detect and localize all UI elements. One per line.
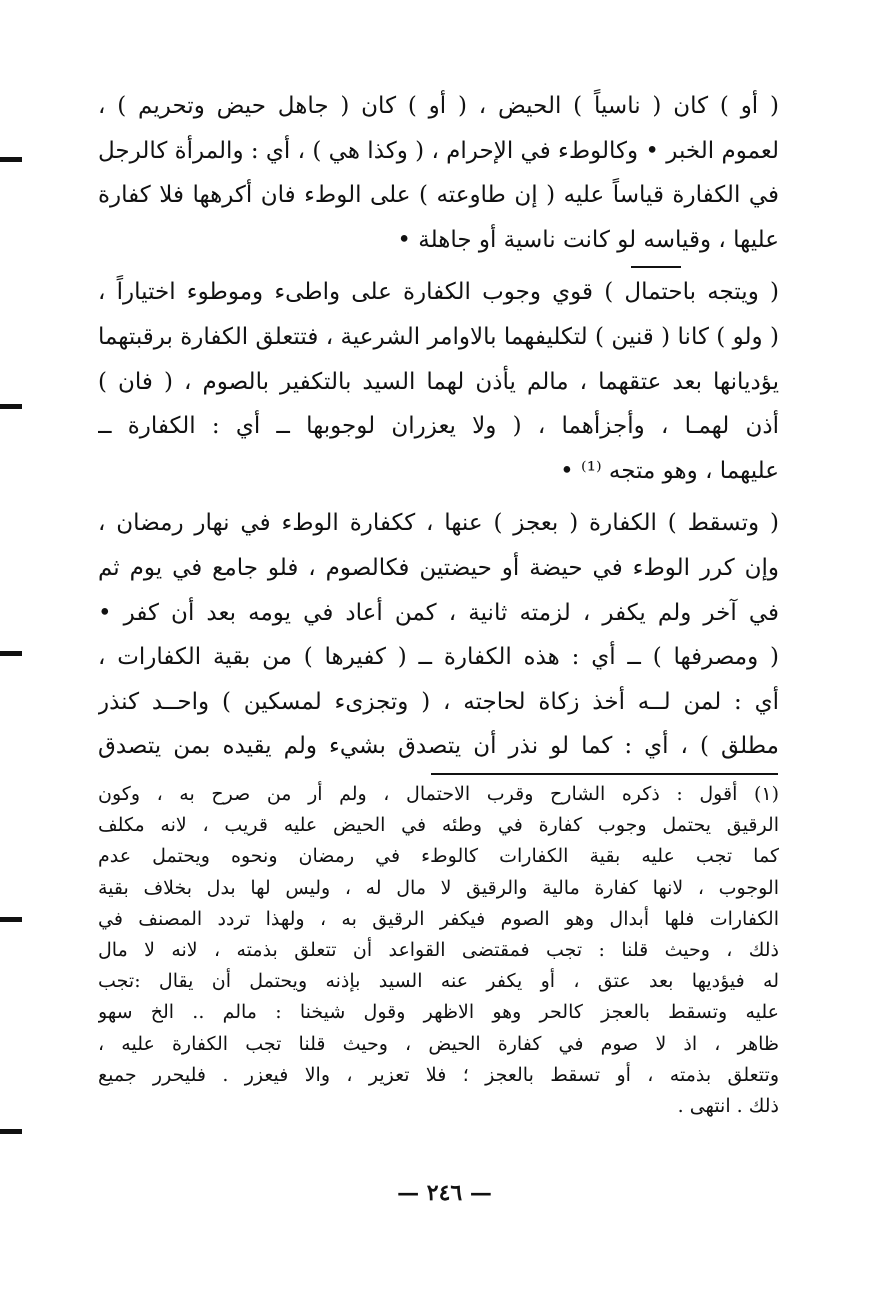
text-line: أي : لمن لــه أخذ زكاة لحاجته ، ( وتجزىء لمسكين ) واحــد كنذر	[98, 688, 779, 715]
margin-mark	[0, 404, 22, 409]
margin-mark	[0, 157, 22, 162]
footnote-line: الرقيق يحتمل وجوب كفارة في وطئه في الحيض عليه قريب ، لانه مكلف	[98, 814, 779, 837]
footnote-separator	[431, 773, 778, 775]
main-text	[98, 84, 779, 777]
text-line: يؤديانها بعد عتقهما ، مالم يأذن لهما السيد بالتكفير بالصوم ، ( فان )	[98, 368, 779, 395]
footnote-line: ذلك ، وحيث قلنا : تجب فمقتضى القواعد أن تتعلق بذمته ، لانه لا مال	[98, 938, 779, 961]
text-line: عليهما ، وهو متجه ⁽¹⁾ •	[560, 457, 779, 484]
text-line: ( وتسقط ) الكفارة ( بعجز ) عنها ، ككفارة الوطء في نهار رمضان ،	[98, 510, 779, 537]
footnote-line: له فيؤديها بعد عتق ، أو يكفر عنه السيد بإذنه ويحتمل أن يقال :تجب	[98, 970, 779, 993]
text-line: ( ومصرفها ) ــ أي : هذه الكفارة ــ ( كفيرها ) من بقية الكفارات ،	[98, 644, 779, 671]
footnote-line: ذلك . انتهى .	[677, 1094, 779, 1117]
text-line: ( ويتجه باحتمال ) قوي وجوب الكفارة على واطىء وموطوء اختياراً ،	[98, 279, 779, 306]
footnote-line: كما تجب عليه بقية الكفارات كالوطء في رمضان ونحوه ويحتمل عدم	[98, 845, 779, 868]
footnote-line: الكفارات فلها أبدال وهو الصوم فيكفر الرقيق به ، ولهذا تردد المصنف في	[98, 907, 779, 930]
text-line: مطلق ) ، أي : كما لو نذر أن يتصدق بشيء ولم يقيده بمن يتصدق	[98, 733, 779, 760]
footnote-line: وتتعلق بذمته ، أو تسقط بالعجز ؛ فلا تعزير ، والا فيعزر . فليحرر جميع	[98, 1063, 779, 1086]
text-line: لعموم الخبر • وكالوطء في الإحرام ، ( وكذا هي ) ، أي : والمرأة كالرجل	[98, 137, 779, 164]
footnote	[98, 779, 779, 1122]
footnote-line: عليه وتسقط بالعجز كالحر وهو الاظهر وقول شيخنا : مالم .. الخ سهو	[98, 1001, 779, 1024]
footnote-line: ظاهر ، اذ لا صوم في كفارة الحيض ، وحيث قلنا تجب الكفارة عليه ،	[98, 1032, 779, 1055]
margin-mark	[0, 651, 22, 656]
paragraph	[98, 501, 779, 769]
text-line: ( ولو ) كانا ( قنين ) لتكليفهما بالاوامر الشرعية ، فتتعلق الكفارة برقبتهما	[98, 323, 779, 350]
text-line: أذن لهمـا ، وأجزأهما ، ( ولا يعزران لوجوبها ــ أي : الكفارة ــ	[98, 413, 779, 440]
paragraph	[98, 84, 779, 262]
text-line: عليها ، وقياسه لو كانت ناسية أو جاهلة •	[397, 226, 779, 253]
footnote-line: الوجوب ، لانها كفارة مالية والرقيق لا مال له ، وليس لها بدل بخلاف بقية	[98, 876, 779, 899]
text-line: في آخر ولم يكفر ، لزمته ثانية ، كمن أعاد في يومه بعد أن كفر •	[98, 599, 779, 626]
footnote-line: (١) أقول : ذكره الشارح وقرب الاحتمال ، ولم أر من صرح به ، وكون	[98, 783, 779, 805]
text-line: في الكفارة قياساً عليه ( إن طاوعته ) على الوطء فان أكرهها فلا كفارة	[98, 182, 779, 209]
page-number: — ٢٤٦ —	[397, 1180, 492, 1206]
text-line: ( أو ) كان ( ناسياً ) الحيض ، ( أو ) كان ( جاهل حيض وتحريم ) ،	[98, 93, 779, 119]
text-line: وإن كرر الوطء في حيضة أو حيضتين فكالصوم ، فلو جامع في يوم ثم	[98, 554, 779, 581]
margin-mark	[0, 917, 22, 922]
margin-mark	[0, 1129, 22, 1134]
paragraph	[98, 270, 779, 493]
